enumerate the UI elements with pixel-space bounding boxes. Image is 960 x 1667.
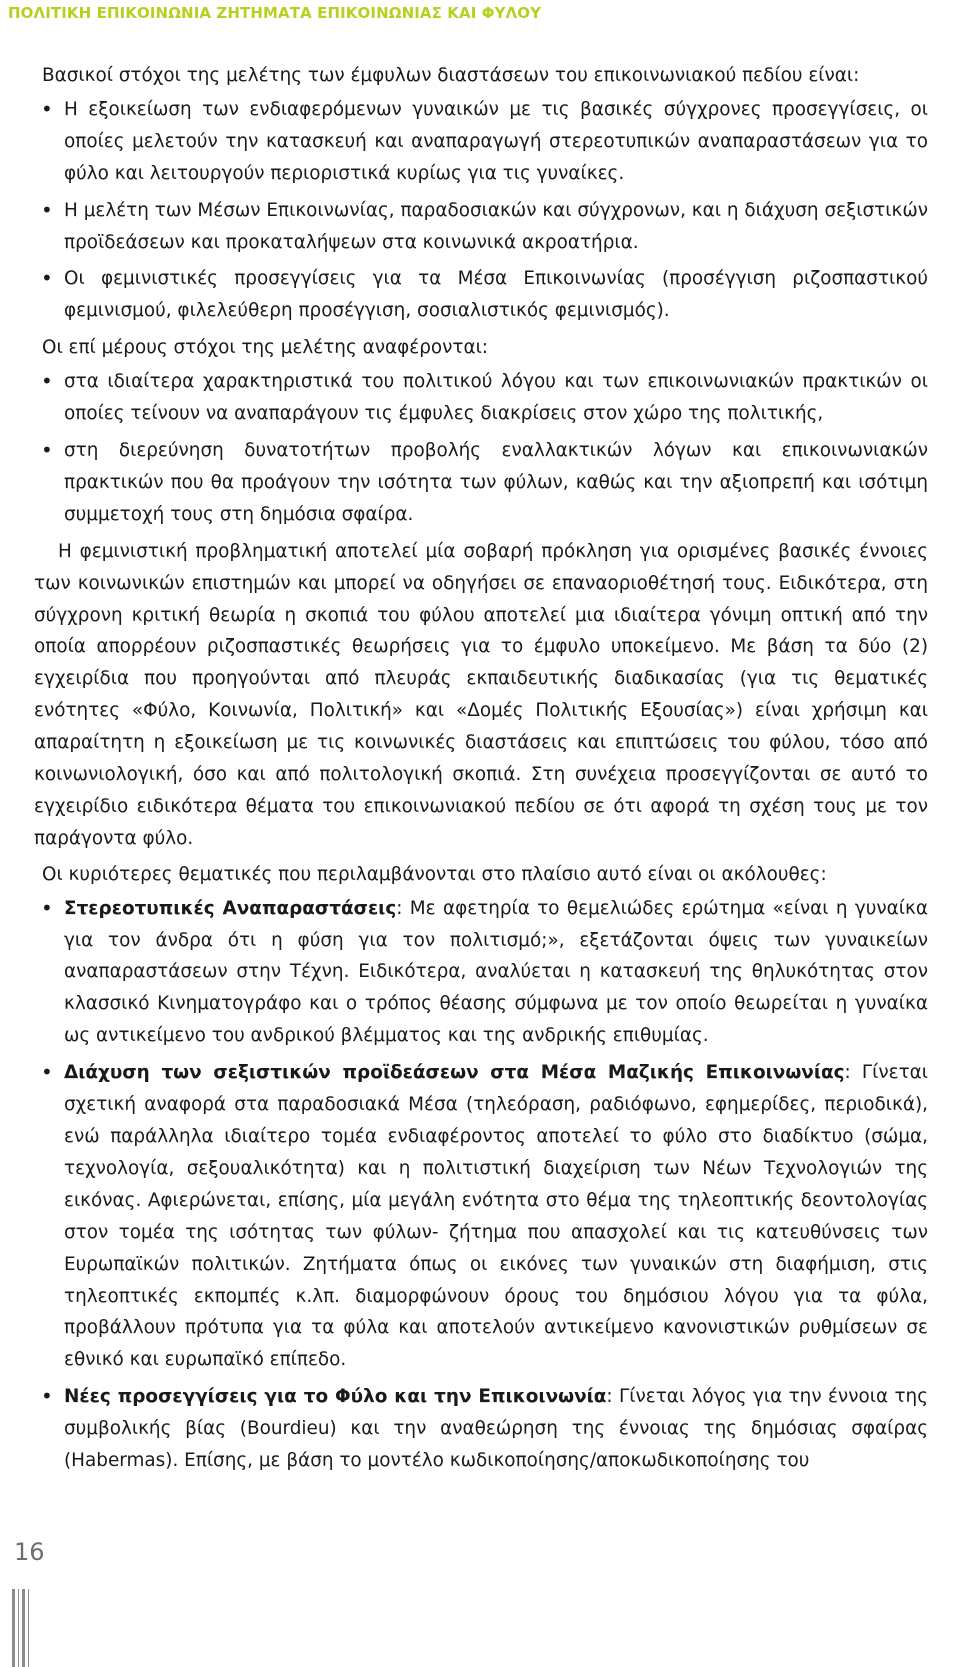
margin-decoration [12, 1589, 30, 1667]
theme-text: : Με αφετηρία το θεμελιώδες ερώτημα «είναι η γυναίκα για τον άνδρα ότι η φύση για τον πολιτισμό;», εξετάζονται όψεις των γυναικείων αναπαραστάσεων στην Τέχνη. Ειδικότερα, αναλύεται η κατασκευή της θηλυκότητας στον κλασσικό Κινηματογράφο και ο τρόπος θέασης σύμφωνα με τον οποίο θεωρείται η γυναίκα ως αντικείμενο του ανδρικού βλέμματος και της ανδρικής επιθυμίας. [64, 897, 928, 1047]
page-body [34, 60, 928, 1482]
theme-title: Στερεοτυπικές Αναπαραστάσεις [64, 897, 397, 919]
margin-bar [18, 1589, 19, 1667]
themes-intro: Οι κυριότερες θεματικές που περιλαμβάνονται στο πλαίσιο αυτό είναι οι ακόλουθες: [42, 863, 827, 885]
body-paragraph: Η φεμινιστική προβληματική αποτελεί μία σοβαρή πρόκληση για ορισμένες βασικές έννοιες των κοινωνικών επιστημών και μπορεί να οδηγήσει σε επαναοριοθέτησή τους. Ειδικότερα, στη σύγχρονη κριτική θεωρία η σκοπιά του φύλου αποτελεί μια ιδιαίτερα γόνιμη οπτική από την οποία απορρέουν ριζοσπαστικές θεωρήσεις για το έμφυλο υποκείμενο. Με βάση τα δύο (2) εγχειρίδια που προηγούνται από πλευράς εκπαιδευτικής διαδικασίας (για τις θεματικές ενότητες «Φύλο, Κοινωνία, Πολιτική» και «Δομές Πολιτικής Εξουσίας») είναι χρήσιμη και απαραίτητη η εξοικείωση με τις κοινωνικές διαστάσεις και επιπτώσεις του φύλου, τόσο από κοινωνιολογική, όσο και από πολιτολογική σκοπιά. Στη συνέχεια προσεγγίζονται σε αυτό το εγχειρίδιο ειδικότερα θέματα του επικοινωνιακού πεδίου σε ότι αφορά τη σχέση τους με τον παράγοντα φύλο. [34, 540, 928, 849]
list-item: • Η εξοικείωση των ενδιαφερόμενων γυναικών με τις βασικές σύγχρονες προσεγγίσεις, οι οποίες μελετούν την κατασκευή και αναπαραγωγή στερεοτυπικών αναπαραστάσεων για το φύλο και λειτουργούν περιοριστικά κυρίως για τις γυναίκες. [34, 94, 928, 190]
list-item: • Οι φεμινιστικές προσεγγίσεις για τα Μέσα Επικοινωνίας (προσέγγιση ριζοσπαστικού φεμινισμού, φιλελεύθερη προσέγγιση, σοσιαλιστικός φεμινισμός). [34, 263, 928, 327]
theme-title: Νέες προσεγγίσεις για το Φύλο και την Επικοινωνία [64, 1386, 607, 1408]
goals-list [34, 94, 928, 327]
margin-bar [12, 1589, 15, 1667]
theme-text: : Γίνεται λόγος για την έννοια της συμβολικής βίας (Bourdieu) και την αναθεώρηση της έννοιας της δημόσιας σφαίρας (Habermas). Επίσης, με βάση το μοντέλο κωδικοποίησης/αποκωδικοποίησης του [64, 1386, 928, 1472]
list-item: • στη διερεύνηση δυνατοτήτων προβολής εναλλακτικών λόγων και επικοινωνιακών πρακτικών που θα προάγουν την ισότητα των φύλων, καθώς και την αξιοπρεπή και ισότιμη συμμετοχή τους στη δημόσια σφαίρα. [34, 435, 928, 531]
sub-goals-intro: Οι επί μέρους στόχοι της μελέτης αναφέρονται: [42, 337, 488, 359]
themes-list [34, 893, 928, 1477]
margin-bar [28, 1589, 29, 1667]
page-number: 16 [14, 1538, 45, 1566]
list-item: • στα ιδιαίτερα χαρακτηριστικά του πολιτικού λόγου και των επικοινωνιακών πρακτικών οι οποίες τείνουν να αναπαράγουν τις έμφυλες διακρίσεις στον χώρο της πολιτικής, [34, 366, 928, 430]
theme-title: Διάχυση των σεξιστικών προϊδεάσεων στα Μέσα Μαζικής Επικοινωνίας [64, 1062, 845, 1084]
intro-paragraph: Βασικοί στόχοι της μελέτης των έμφυλων διαστάσεων του επικοινωνιακού πεδίου είναι: [42, 65, 860, 86]
sub-goals-list [34, 366, 928, 531]
theme-text: : Γίνεται σχετική αναφορά στα παραδοσιακά Μέσα (τηλεόραση, ραδιόφωνο, εφημερίδες, περιοδικά), ενώ παράλληλα ιδιαίτερο τομέα ενδιαφέροντος αποτελεί το φύλο στο διαδίκτυο (σώμα, τεχνολογία, σεξουαλικότητα) και η πολιτιστική διαχείριση των Νέων Τεχνολογιών της εικόνας. Αφιερώνεται, επίσης, μία μεγάλη ενότητα στο θέμα της τηλεοπτικής δεοντολογίας στον τομέα της ισότητας των φύλων- ζήτημα που απασχολεί και τις κατευθύνσεις των Ευρωπαϊκών πολιτικών. Ζητήματα όπως οι εικόνες των γυναικών στη διαφήμιση, στις τηλεοπτικές εκπομπές κ.λπ. διαμορφώνουν όρους του δημόσιου λόγου για τα φύλα, προβάλλουν πρότυπα για τα φύλα και αποτελούν αντικείμενο κανονιστικών ρυθμίσεων σε εθνικό και ευρωπαϊκό επίπεδο. [64, 1062, 928, 1371]
list-item: • Η μελέτη των Μέσων Επικοινωνίας, παραδοσιακών και σύγχρονων, και η διάχυση σεξιστικών προϊδεάσεων και προκαταλήψεων στα κοινωνικά ακροατήρια. [34, 195, 928, 259]
margin-bar [22, 1589, 25, 1667]
running-header: ΠΟΛΙΤΙΚΗ ΕΠΙΚΟΙΝΩΝΙΑ ΖΗΤΗΜΑΤΑ ΕΠΙΚΟΙΝΩΝΙΑΣ ΚΑΙ ΦΥΛΟΥ [8, 4, 542, 22]
list-item [34, 1057, 928, 1376]
list-item [34, 893, 928, 1053]
list-item [34, 1381, 928, 1477]
